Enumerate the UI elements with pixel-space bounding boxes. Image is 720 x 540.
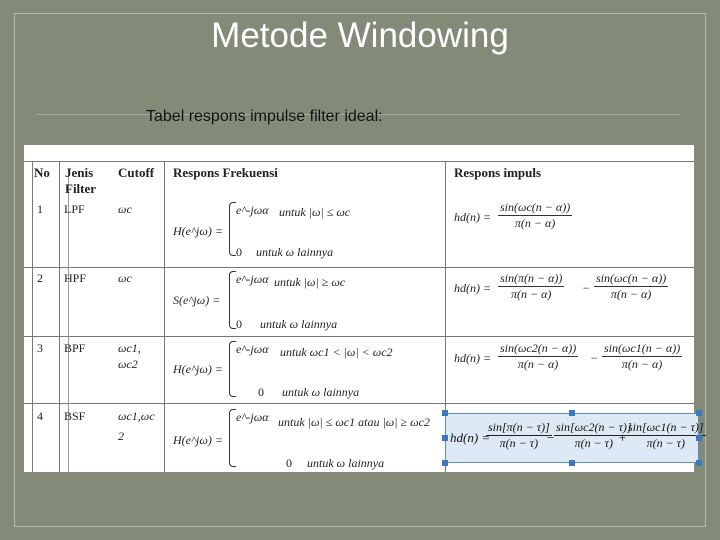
header-jenis: Jenis xyxy=(65,165,94,180)
row3-imp-den1: π(n − α) xyxy=(517,357,559,371)
slide-subtitle: Tabel respons impulse filter ideal: xyxy=(146,108,383,125)
row3-imp-num2: sin(ωc1(n − α)) xyxy=(604,341,681,355)
resize-handle-top-right[interactable] xyxy=(696,410,702,416)
pasted-equation-image[interactable] xyxy=(445,413,704,463)
row3-case1: e^-jωα xyxy=(236,342,269,356)
row3-cutoff: ωc1, xyxy=(118,341,141,355)
header-respons-frekuensi: Respons Frekuensi xyxy=(173,165,278,180)
row4-cutoff: ωc1,ωc xyxy=(118,409,155,423)
col-line-left xyxy=(32,161,33,472)
row1-cutoff: ωc xyxy=(118,202,132,216)
overlay-num1: sin[π(n − τ)] xyxy=(488,420,550,434)
row2-case1: e^-jωα xyxy=(236,272,269,286)
row-divider-2 xyxy=(24,336,694,337)
filter-col-dotted-rule xyxy=(68,175,69,472)
row1-imp-lhs: hd(n) = xyxy=(454,210,492,224)
row2-jenis: HPF xyxy=(64,271,87,285)
row4-case2-cond: untuk ω lainnya xyxy=(307,456,385,470)
row1-case1-cond: untuk |ω| ≤ ωc xyxy=(279,205,351,219)
header-filter: Filter xyxy=(65,181,97,196)
row4-no: 4 xyxy=(37,409,43,423)
row2-cutoff: ωc xyxy=(118,271,132,285)
row2-imp-den1: π(n − α) xyxy=(511,287,552,301)
row2-case2: 0 xyxy=(236,317,242,331)
row3-imp-num1: sin(ωc2(n − α)) xyxy=(500,341,577,355)
row3-case2-cond: untuk ω lainnya xyxy=(282,385,360,399)
row4-cutoff2: 2 xyxy=(118,429,124,443)
row3-imp-minus: − xyxy=(590,351,599,365)
overlay-op1: − xyxy=(546,430,555,445)
row4-brace xyxy=(229,409,236,467)
row2-brace xyxy=(229,271,236,329)
row3-no: 3 xyxy=(37,341,43,355)
row1-jenis: LPF xyxy=(64,202,85,216)
resize-handle-top[interactable] xyxy=(569,410,575,416)
resize-handle-top-left[interactable] xyxy=(442,410,448,416)
resize-handle-bottom[interactable] xyxy=(569,460,575,466)
row3-brace xyxy=(229,341,236,397)
overlay-op2: + xyxy=(618,430,627,445)
overlay-den1: π(n − τ) xyxy=(499,436,539,450)
row-divider-3 xyxy=(24,403,694,404)
row3-jenis: BPF xyxy=(64,341,86,355)
header-top-rule xyxy=(24,161,694,162)
header-cutoff: Cutoff xyxy=(118,165,155,180)
overlay-fraction-1 xyxy=(486,420,552,451)
resize-handle-right[interactable] xyxy=(696,435,702,441)
row1-case2-cond: untuk ω lainnya xyxy=(256,245,334,259)
header-no: No xyxy=(34,165,50,180)
row3-case1-cond: untuk ωc1 < |ω| < ωc2 xyxy=(280,345,393,359)
row2-no: 2 xyxy=(37,271,43,285)
row2-imp-num1: sin(π(n − α)) xyxy=(500,271,563,285)
resize-handle-left[interactable] xyxy=(442,435,448,441)
row2-case2-cond: untuk ω lainnya xyxy=(260,317,338,331)
row1-case1: e^-jωα xyxy=(236,203,269,217)
col-line-cutoff xyxy=(164,161,165,472)
row1-brace xyxy=(229,202,236,256)
overlay-den2: π(n − τ) xyxy=(574,436,613,450)
row3-imp-fraction-1 xyxy=(498,341,578,372)
row3-cutoff2: ωc2 xyxy=(118,357,138,371)
row4-freq-lhs: H(e^jω) = xyxy=(173,433,223,447)
row4-case1-cond: untuk |ω| ≤ ωc1 atau |ω| ≥ ωc2 xyxy=(278,415,430,429)
row-divider-1 xyxy=(24,267,694,268)
row2-freq-lhs: S(e^jω) = xyxy=(173,293,221,307)
resize-handle-bottom-left[interactable] xyxy=(442,460,448,466)
row2-imp-den2: π(n − α) xyxy=(610,287,652,301)
slide-title: Metode Windowing xyxy=(211,16,509,55)
row4-case2: 0 xyxy=(286,456,292,470)
row3-case2: 0 xyxy=(258,385,264,399)
overlay-num3: sin[ωc1(n − τ)] xyxy=(628,420,704,434)
row3-imp-fraction-2 xyxy=(602,341,682,372)
row3-imp-lhs: hd(n) = xyxy=(454,351,492,365)
row2-imp-lhs: hd(n) = xyxy=(454,281,492,295)
header-respons-impuls: Respons impuls xyxy=(454,165,542,180)
row1-case2: 0 xyxy=(236,245,242,259)
overlay-fraction-3 xyxy=(626,420,706,451)
row1-imp-fraction xyxy=(498,200,572,231)
row3-imp-den2: π(n − α) xyxy=(621,357,663,371)
row2-imp-fraction-2 xyxy=(594,271,668,302)
overlay-num2: sin[ωc2(n − τ)] xyxy=(556,420,632,434)
overlay-lhs: hd(n) = xyxy=(450,430,491,445)
row2-imp-fraction-1 xyxy=(498,271,564,302)
row1-no: 1 xyxy=(37,202,43,216)
row1-imp-num: sin(ωc(n − α)) xyxy=(500,200,571,214)
row4-case1: e^-jωα xyxy=(236,410,269,424)
row2-imp-minus: − xyxy=(582,281,591,295)
row2-case1-cond: untuk |ω| ≥ ωc xyxy=(274,275,346,289)
row3-freq-lhs: H(e^jω) = xyxy=(173,362,223,376)
resize-handle-bottom-right[interactable] xyxy=(696,460,702,466)
row1-imp-den: π(n − α) xyxy=(514,216,556,230)
row2-imp-num2: sin(ωc(n − α)) xyxy=(596,271,667,285)
row1-freq-lhs: H(e^jω) = xyxy=(173,224,223,238)
row4-jenis: BSF xyxy=(64,409,86,423)
col-line-no xyxy=(59,161,60,472)
overlay-den3: π(n − τ) xyxy=(646,436,685,450)
